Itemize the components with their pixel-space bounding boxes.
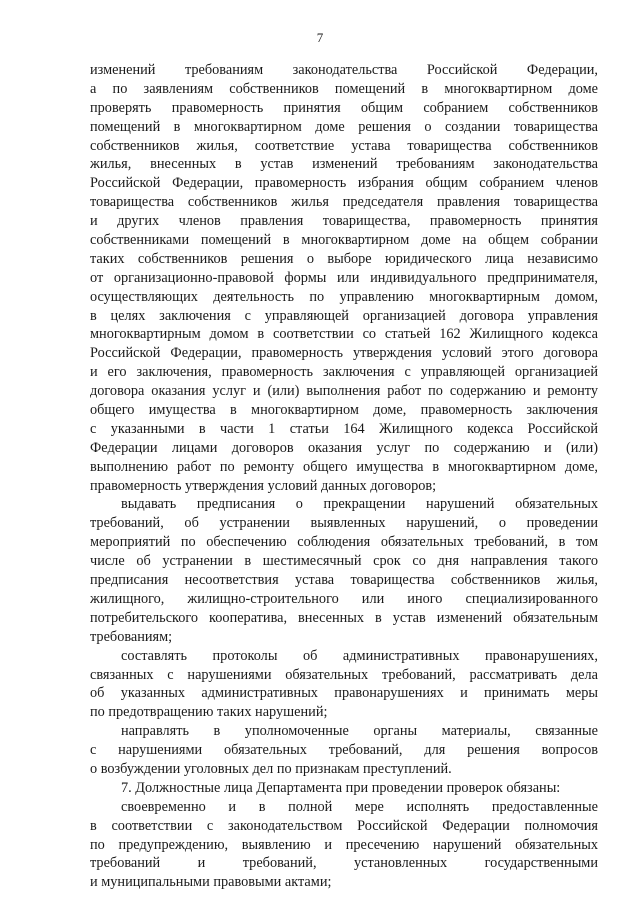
paragraph	[90, 722, 598, 779]
text-line: таких собственников решения о выборе юридического лица независимо	[90, 250, 598, 267]
text-line: своевременно и в полной мере исполнять предоставленные	[121, 798, 598, 815]
text-line: выполнению работ по ремонту общего имущества в многоквартирном доме,	[90, 458, 598, 475]
text-line: проверять правомерность принятия общим собранием собственников	[90, 99, 598, 116]
text-line: направлять в уполномоченные органы материалы, связанные	[121, 723, 598, 740]
text-line: о возбуждении уголовных дел по признакам преступлений.	[90, 760, 452, 777]
text-line: составлять протоколы об административных правонарушениях,	[121, 647, 598, 664]
document-body	[90, 61, 598, 892]
page-number: 7	[316, 30, 324, 45]
text-line: выдавать предписания о прекращении нарушений обязательных	[121, 496, 598, 513]
text-line: Федерации лицами договоров оказания услуг по содержанию и (или)	[90, 439, 598, 456]
text-line: и других членов правления товарищества, правомерность принятия	[90, 213, 598, 230]
text-line: с указанными в части 1 статьи 164 Жилищного кодекса Российской	[90, 420, 598, 437]
paragraph	[90, 798, 598, 892]
text-line: Российской Федерации, правомерность утверждения условий этого договора	[90, 345, 598, 362]
text-line: по предотвращению таких нарушений;	[90, 704, 328, 721]
text-line: жилищного, жилищно-строительного или иного специализированного	[90, 590, 598, 607]
text-line: многоквартирным домом в соответствии со статьей 162 Жилищного кодекса	[90, 326, 598, 343]
paragraph	[90, 495, 598, 646]
text-line: требований, об устранении выявленных нарушений, о проведении	[90, 515, 598, 532]
paragraph	[90, 779, 598, 798]
text-line: с нарушениями обязательных требований, для решения вопросов	[90, 742, 598, 759]
paragraph	[90, 647, 598, 723]
text-line: по предупреждению, выявлению и пресечению нарушений обязательных	[90, 836, 598, 853]
text-line: правомерность утверждения условий данных договоров;	[90, 477, 437, 494]
text-line: договора оказания услуг и (или) выполнения работ по содержанию и ремонту	[90, 383, 598, 400]
text-line: жилья, внесенных в устав изменений требованиям законодательства	[90, 156, 598, 173]
text-line: об указанных административных правонарушениях и принимать меры	[90, 685, 598, 702]
text-line: мероприятий по обеспечению соблюдения обязательных требований, в том	[90, 534, 598, 551]
text-line: собственников жилья, соответствие устава товарищества собственников	[90, 137, 598, 154]
text-line: осуществляющих деятельность по управлению многоквартирным домом,	[90, 288, 598, 305]
text-line: числе об устранении в шестимесячный срок со дня направления такого	[90, 553, 598, 570]
paragraph	[90, 61, 598, 495]
text-line: Российской Федерации, правомерность избрания общим собранием членов	[90, 175, 598, 192]
text-line: требований и требований, установленных государственными	[90, 855, 598, 872]
text-line: в целях заключения с управляющей организацией договора управления	[90, 307, 598, 324]
text-line: изменений требованиям законодательства Российской Федерации,	[90, 62, 598, 78]
text-line: от организационно-правовой формы или индивидуального предпринимателя,	[90, 269, 598, 286]
text-line: товарищества собственников жилья председателя правления товарищества	[90, 194, 598, 211]
text-line: и его заключения, правомерность заключения с управляющей организацией	[90, 364, 598, 381]
text-line: 7. Должностные лица Департамента при проведении проверок обязаны:	[121, 779, 561, 796]
text-line: требованиям;	[90, 628, 173, 645]
text-line: предписания несоответствия устава товарищества собственников жилья,	[90, 572, 598, 589]
text-line: потребительского кооператива, внесенных в устав изменений обязательным	[90, 609, 598, 626]
text-line: собственниками помещений в многоквартирном доме на общем собрании	[90, 232, 598, 249]
text-line: и муниципальными правовыми актами;	[90, 874, 332, 891]
text-line: общего имущества в многоквартирном доме, правомерность заключения	[90, 402, 598, 419]
text-line: помещений в многоквартирном доме решения о создании товарищества	[90, 118, 598, 135]
text-line: связанных с нарушениями обязательных требований, рассматривать дела	[90, 666, 598, 683]
text-line: а по заявлениям собственников помещений в многоквартирном доме	[90, 80, 598, 97]
text-line: в соответствии с законодательством Российской Федерации полномочия	[90, 817, 598, 834]
